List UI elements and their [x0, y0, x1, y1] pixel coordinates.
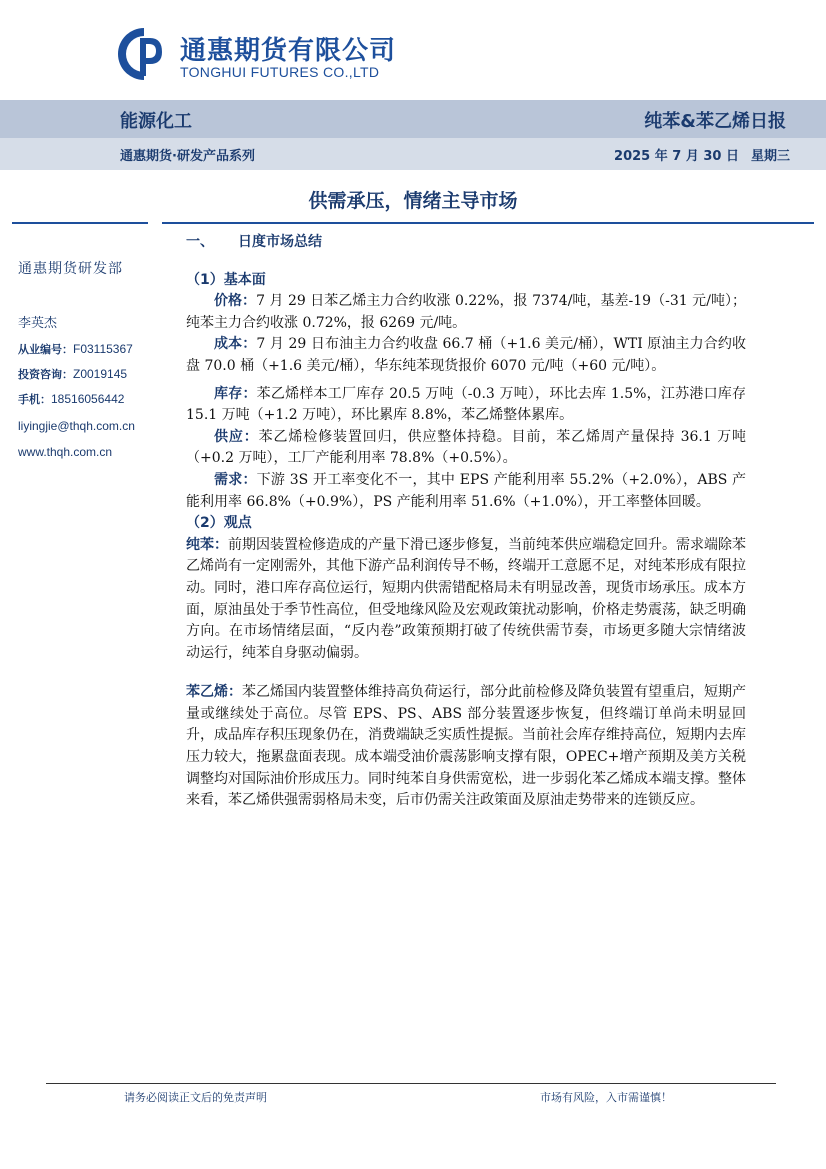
- demand-paragraph: [186, 470, 746, 513]
- page-title: 供需承压，情绪主导市场: [308, 190, 518, 212]
- analyst-sidebar: [18, 258, 168, 459]
- sector-label: 能源化工: [120, 111, 192, 132]
- inventory-text: 苯乙烯样本工厂库存 20.5 万吨（-0.3 万吨），环比去库 1.5%，江苏港口库存 15.1 万吨（+1.2 万吨），环比累库 8.8%，苯乙烯整体累库。: [186, 385, 747, 424]
- supply-label: 供应：: [214, 428, 259, 445]
- cost-paragraph: [186, 334, 746, 377]
- report-name: 纯苯&苯乙烯日报: [644, 111, 786, 132]
- styrene-text: 苯乙烯国内装置整体维持高负荷运行，部分此前检修及降负装置有望重启，短期产量或继续处于高位。尽管 EPS、PS、ABS 部分装置逐步恢复，但终端订单尚未明显回升，成品库存积压现象仍在，消费端缺乏实质性提振。当前社会库存维持高位，短期内去库压力较大，拖累盘面表现。成本端受油价震荡影响支撑有限，OPEC+增产预期及美方关税调整均对国际油价形成压力。同时纯苯自身供需宽松，进一步弱化苯乙烯成本端支撑。整体来看，苯乙烯供强需弱格局未变，后市仍需关注政策面及原油走势带来的连锁反应。: [186, 684, 746, 809]
- benzene-text: 前期因装置检修造成的产量下滑已逐步修复，当前纯苯供应端稳定回升。需求端除苯乙烯尚有一定刚需外，其他下游产品利润传导不畅，终端开工意愿不足，对纯苯形成有限拉动。同时，港口库存高位运行，短期内供需错配格局未有明显改善，现货市场承压。成本方面，原油虽处于季节性高位，但受地缘风险及宏观政策扰动影响，价格走势震荡，缺乏明确方向。在市场情绪层面，“反内卷”政策预期打破了传统供需节奏，市场更多随大宗情绪波动运行，纯苯自身驱动偏弱。: [186, 536, 746, 661]
- footer-divider: [46, 1083, 776, 1084]
- weekday-text: 星期三: [750, 149, 790, 164]
- phone-value: 18516056442: [51, 392, 125, 406]
- department: 通惠期货研发部: [18, 261, 123, 277]
- analyst-name: 李英杰: [18, 316, 58, 331]
- price-paragraph: [186, 291, 746, 334]
- title-divider-left: [12, 222, 148, 224]
- disclaimer-note: 请务必阅读正文后的免责声明: [124, 1091, 267, 1104]
- benzene-paragraph: [186, 535, 746, 665]
- views-heading: （2）观点: [186, 515, 252, 532]
- advisor-row: [18, 366, 168, 382]
- supply-text: 苯乙烯检修装置回归，供应整体持稳。目前，苯乙烯周产量保持 36.1 万吨（+0.2 万吨），工厂产能利用率 78.8%（+0.5%）。: [186, 428, 746, 467]
- license-label: 从业编号：: [18, 343, 73, 356]
- inventory-label: 库存：: [214, 385, 257, 402]
- cost-text: 7 月 29 日布油主力合约收盘 66.7 桶（+1.6 美元/桶），WTI 原油主力合约收盘 70.0 桶（+1.6 美元/桶），华东纯苯现货报价 6070 元/吨（+60 元/吨）。: [186, 336, 747, 374]
- report-date: [602, 145, 790, 164]
- risk-note: 市场有风险，入市需谨慎！: [540, 1091, 672, 1104]
- section-number: 一、: [186, 234, 214, 250]
- phone-label: 手机：: [18, 393, 51, 406]
- benzene-label: 纯苯：: [186, 536, 228, 553]
- date-text: 2025 年 7 月 30 日: [614, 149, 739, 164]
- price-label: 价格：: [214, 293, 257, 310]
- price-text: 7 月 29 日苯乙烯主力合约收涨 0.22%，报 7374/吨，基差-19（-31 元/吨）；纯苯主力合约收涨 0.72%，报 6269 元/吨。: [186, 293, 746, 331]
- supply-paragraph: [186, 427, 746, 470]
- email-link[interactable]: liyingjie@thqh.com.cn: [18, 419, 135, 433]
- company-name-en: TONGHUI FUTURES CO.,LTD: [180, 64, 380, 80]
- inventory-paragraph: [186, 384, 746, 427]
- cost-label: 成本：: [214, 336, 257, 353]
- advisor-value: Z0019145: [73, 367, 128, 381]
- section-title: 日度市场总结: [238, 234, 322, 250]
- company-name-cn: 通惠期货有限公司: [180, 36, 397, 66]
- phone-row: [18, 391, 168, 407]
- section-heading: [186, 232, 746, 254]
- styrene-paragraph: [186, 682, 746, 812]
- demand-label: 需求：: [214, 471, 257, 488]
- title-divider-right: [162, 222, 814, 224]
- license-value: F03115367: [73, 342, 133, 356]
- company-logo-icon: [116, 24, 172, 84]
- report-body: [186, 232, 746, 812]
- demand-text: 下游 3S 开工率变化不一，其中 EPS 产能利用率 55.2%（+2.0%），ABS 产能利用率 66.8%（+0.9%），PS 产能利用率 51.6%（+1.0%），开工率整体回暖。: [186, 471, 747, 510]
- website-link[interactable]: www.thqh.com.cn: [18, 445, 113, 459]
- advisor-label: 投资咨询：: [18, 368, 73, 381]
- license-row: [18, 341, 168, 357]
- series-label: 通惠期货·研发产品系列: [120, 149, 255, 164]
- styrene-label: 苯乙烯：: [186, 684, 242, 701]
- fundamentals-heading: （1）基本面: [186, 271, 266, 288]
